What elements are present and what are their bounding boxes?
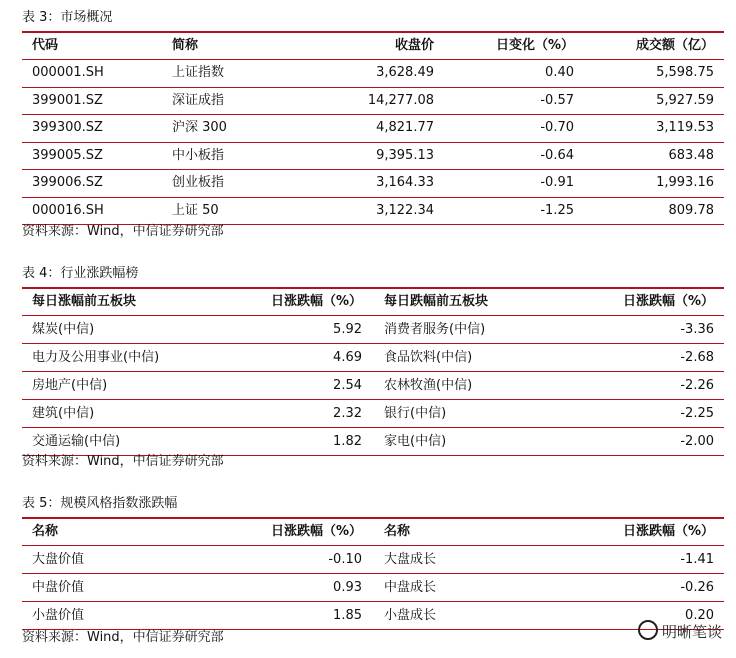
table-row bbox=[22, 88, 724, 116]
column-header: 日变化（%） bbox=[495, 38, 574, 53]
table-cell: 3,628.49 bbox=[376, 65, 434, 80]
watermark bbox=[638, 620, 722, 642]
table-cell: -0.64 bbox=[540, 147, 574, 163]
table-row bbox=[22, 143, 724, 171]
table-row bbox=[22, 344, 724, 372]
table-cell: 1,993.16 bbox=[656, 175, 714, 190]
table-cell: 1.82 bbox=[333, 434, 362, 449]
table-cell: 中小板指 bbox=[172, 147, 225, 163]
table-cell: 2.32 bbox=[333, 406, 362, 421]
column-header: 代码 bbox=[32, 38, 59, 53]
table-cell: -1.25 bbox=[540, 202, 574, 218]
table-cell: -0.10 bbox=[328, 552, 362, 567]
table-cell: 5.92 bbox=[333, 322, 362, 337]
table-cell: -2.26 bbox=[680, 378, 714, 393]
column-header: 日涨跌幅（%） bbox=[622, 294, 714, 309]
column-header: 日涨跌幅（%） bbox=[622, 524, 714, 539]
table-cell: 4.69 bbox=[333, 350, 362, 365]
table-cell: 0.93 bbox=[333, 580, 362, 595]
table-cell: 银行(中信) bbox=[384, 406, 447, 421]
table-row bbox=[22, 115, 724, 143]
table-cell: 000016.SH bbox=[32, 202, 104, 218]
table5-caption: 表 5：规模风格指数涨跌幅 bbox=[22, 496, 178, 511]
table-cell: 399006.SZ bbox=[32, 175, 103, 190]
table-cell: 809.78 bbox=[668, 202, 714, 218]
table-header bbox=[22, 289, 724, 316]
table-cell: 上证指数 bbox=[172, 65, 225, 80]
table-cell: 399001.SZ bbox=[32, 92, 103, 108]
column-header: 名称 bbox=[32, 524, 59, 539]
table-cell: 食品饮料(中信) bbox=[384, 350, 473, 365]
table-row bbox=[22, 574, 724, 602]
industry-ranking-table bbox=[22, 287, 724, 456]
column-header: 收盘价 bbox=[394, 38, 434, 53]
table-cell: 中盘成长 bbox=[384, 580, 437, 595]
column-header: 每日跌幅前五板块 bbox=[384, 294, 489, 309]
column-header: 每日涨幅前五板块 bbox=[32, 294, 137, 309]
table4-caption: 表 4：行业涨跌幅榜 bbox=[22, 266, 139, 281]
table-cell: -2.68 bbox=[680, 350, 714, 365]
table-cell: 小盘成长 bbox=[384, 608, 437, 623]
table-cell: 3,119.53 bbox=[656, 120, 714, 135]
column-header: 名称 bbox=[384, 524, 411, 539]
column-header: 成交额（亿） bbox=[635, 38, 714, 53]
table-cell: 399005.SZ bbox=[32, 147, 103, 163]
table-row bbox=[22, 198, 724, 226]
table3-caption: 表 3：市场概况 bbox=[22, 10, 113, 25]
table5-source: 资料来源：Wind，中信证券研究部 bbox=[22, 630, 224, 645]
table3-source: 资料来源：Wind，中信证券研究部 bbox=[22, 224, 224, 239]
table-cell: 农林牧渔(中信) bbox=[384, 378, 473, 393]
table-cell: -0.91 bbox=[540, 175, 574, 190]
table-cell: 0.40 bbox=[545, 65, 574, 80]
table-cell: 中盘价值 bbox=[32, 580, 85, 595]
table-row bbox=[22, 400, 724, 428]
table-header bbox=[22, 519, 724, 546]
table4-source: 资料来源：Wind，中信证券研究部 bbox=[22, 454, 224, 469]
table-cell: 沪深 300 bbox=[172, 120, 227, 135]
table-cell: 大盘价值 bbox=[32, 552, 85, 567]
table-header bbox=[22, 33, 724, 60]
table-row bbox=[22, 60, 724, 88]
column-header: 日涨跌幅（%） bbox=[270, 294, 362, 309]
table-cell: 5,927.59 bbox=[656, 92, 714, 108]
table-cell: 5,598.75 bbox=[656, 65, 714, 80]
table-row bbox=[22, 372, 724, 400]
table-row bbox=[22, 316, 724, 344]
table-row bbox=[22, 170, 724, 198]
table-cell: 建筑(中信) bbox=[32, 406, 95, 421]
watermark-text: 明晰笔谈 bbox=[661, 623, 722, 641]
size-style-index-table bbox=[22, 517, 724, 630]
column-header: 简称 bbox=[172, 38, 199, 53]
table-cell: 电力及公用事业(中信) bbox=[32, 350, 160, 365]
table-cell: 0.20 bbox=[685, 608, 714, 623]
table-cell: 399300.SZ bbox=[32, 120, 103, 135]
table-cell: 9,395.13 bbox=[376, 147, 434, 163]
table-cell: 3,122.34 bbox=[376, 202, 434, 218]
table-cell: 上证 50 bbox=[172, 202, 219, 218]
table-cell: -1.41 bbox=[680, 552, 714, 567]
table-cell: 2.54 bbox=[333, 378, 362, 393]
table-row bbox=[22, 428, 724, 456]
table-cell: 大盘成长 bbox=[384, 552, 437, 567]
column-header: 日涨跌幅（%） bbox=[270, 524, 362, 539]
table-cell: 1.85 bbox=[333, 608, 362, 623]
table-cell: 4,821.77 bbox=[376, 120, 434, 135]
table-cell: 14,277.08 bbox=[367, 92, 434, 108]
table-cell: 房地产(中信) bbox=[32, 378, 108, 393]
table-cell: -0.26 bbox=[680, 580, 714, 595]
table-cell: -2.00 bbox=[680, 434, 714, 449]
table-cell: -0.70 bbox=[540, 120, 574, 135]
table-cell: 683.48 bbox=[668, 147, 714, 163]
table-row bbox=[22, 546, 724, 574]
table-cell: -0.57 bbox=[540, 92, 574, 108]
table-cell: 深证成指 bbox=[172, 92, 225, 108]
table-cell: 小盘价值 bbox=[32, 608, 85, 623]
table-row bbox=[22, 602, 724, 630]
table-cell: -2.25 bbox=[680, 406, 714, 421]
market-overview-table bbox=[22, 31, 724, 225]
table-cell: 000001.SH bbox=[32, 65, 104, 80]
table-cell: -3.36 bbox=[680, 322, 714, 337]
wechat-icon bbox=[638, 620, 658, 640]
table-cell: 创业板指 bbox=[172, 175, 225, 190]
table-cell: 家电(中信) bbox=[384, 434, 447, 449]
table-cell: 消费者服务(中信) bbox=[384, 322, 486, 337]
table-cell: 3,164.33 bbox=[376, 175, 434, 190]
table-cell: 交通运输(中信) bbox=[32, 434, 121, 449]
table-cell: 煤炭(中信) bbox=[32, 322, 95, 337]
